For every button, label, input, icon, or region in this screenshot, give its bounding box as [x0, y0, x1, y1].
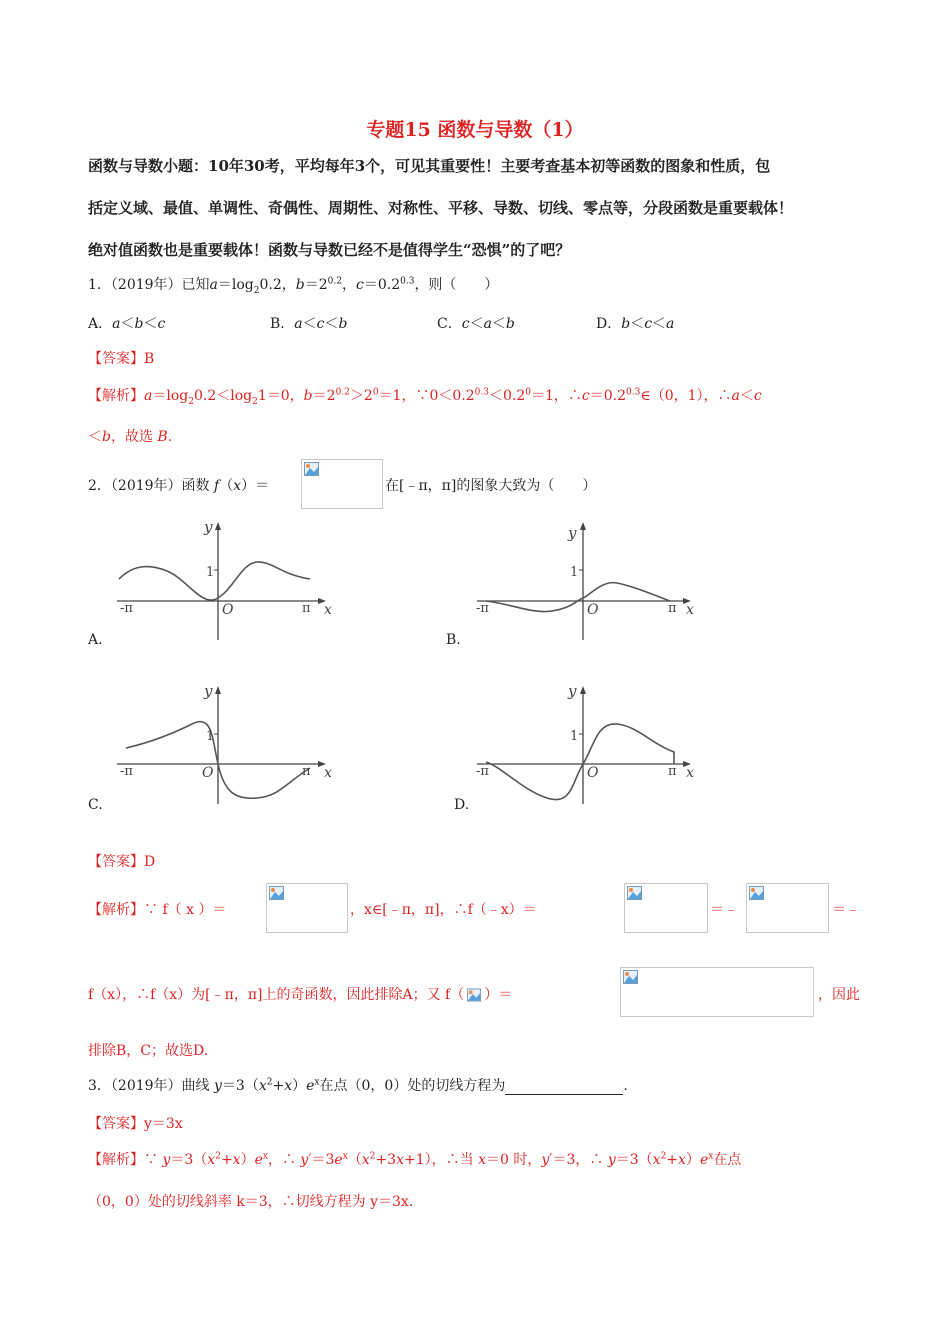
intro-line-2: 括定义域、最值、单调性、奇偶性、周期性、对称性、平移、导数、切线、零点等，分段函数是重要载体！	[88, 199, 794, 217]
graph-d-tick-neg-pi: -π	[476, 764, 489, 779]
q1-analysis-line-1: 【解析】$a=\log_20.2<\log_21=0$，$b=2^{0.2}>2^0=1$，$\because 0<0.2^{0.3}<0.2^0=1$，$\therefore c=0.2^{0.3}\in(0$，1），∴a＜c	[88, 387, 762, 407]
graph-option-a[interactable]	[112, 518, 342, 643]
graph-d-origin: O	[587, 765, 599, 781]
q2-analysis-part-6: ，因此	[818, 987, 860, 1003]
graph-option-c[interactable]	[112, 682, 342, 807]
q2-analysis-part-3: ＝﹣	[710, 902, 738, 918]
graph-label-d: D.	[454, 797, 470, 813]
formula-image-placeholder	[624, 883, 708, 933]
graph-label-b: B.	[446, 632, 461, 648]
broken-image-icon	[627, 886, 642, 900]
q1-option-b[interactable]: B．a＜c＜b	[270, 316, 348, 332]
graph-b-origin: O	[587, 602, 599, 618]
q3-analysis-line-1: 【解析】∵ $y=3(x^2+x)e^x$，∴ $y'=3e^x(x^2+3x+1)$，∴当 x＝0 时，y′＝3，∴ $y=3(x^2+x)e^x$在点	[88, 1151, 742, 1168]
q1-option-a[interactable]: A．a＜b＜c	[88, 316, 166, 332]
q1-option-c[interactable]: C．c＜a＜b	[437, 316, 515, 332]
broken-image-icon	[467, 988, 481, 1002]
q2-analysis-part-1: 【解析】∵ f（ x ）＝	[88, 902, 227, 918]
graph-c-tick-pi: π	[302, 764, 311, 779]
q2-analysis-part-4: ＝﹣	[832, 902, 860, 918]
answer-blank[interactable]	[505, 1080, 623, 1095]
q3-answer: 【答案】y＝3x	[88, 1116, 183, 1132]
graph-c-tick-one: 1	[206, 729, 215, 744]
graph-d-tick-one: 1	[570, 729, 579, 744]
graph-c-x-label: x	[324, 765, 332, 781]
graph-label-a: A.	[88, 632, 103, 648]
formula-image-placeholder	[620, 967, 814, 1017]
q2-analysis-part-7: 排除B，C；故选D.	[88, 1043, 209, 1059]
formula-image-placeholder	[746, 883, 829, 933]
graph-option-d[interactable]	[472, 682, 702, 807]
graph-b-tick-pi: π	[668, 601, 677, 616]
broken-image-icon	[749, 886, 764, 900]
formula-image-placeholder	[266, 883, 348, 933]
question-1-stem: 1．（2019年）已知$a=\log_20.2$，$b=2^{0.2}$，$c=0.2^{0.3}$，则（ ）	[88, 276, 499, 296]
q2-analysis-part-5: f（x），∴f（x）为[﹣π，π]上的奇函数，因此排除A；又 f（ ）＝	[88, 987, 513, 1003]
q3-analysis-line-2: （0，0）处的切线斜率 k＝3，∴切线方程为 y＝3x.	[88, 1194, 414, 1210]
graph-a-tick-neg-pi: -π	[120, 601, 133, 616]
question-2-stem-suffix: 在[﹣π，π]的图象大致为（ ）	[385, 478, 597, 494]
graph-d-x-label: x	[686, 765, 694, 781]
graph-d-y-label: y	[568, 682, 577, 700]
graph-label-c: C.	[88, 797, 103, 813]
graph-b-tick-one: 1	[570, 565, 579, 580]
page-title: 专题15 函数与导数（1）	[366, 119, 584, 141]
graph-a-origin: O	[222, 602, 234, 618]
graph-c-y-label: y	[204, 682, 213, 700]
q2-analysis-part-2: ，x∈[﹣π，π]，∴f（﹣x）＝	[350, 902, 537, 918]
question-2-stem-prefix: 2．（2019年）函数 f（x）＝	[88, 478, 270, 494]
graph-b-x-label: x	[686, 602, 694, 618]
graph-c-tick-neg-pi: -π	[120, 764, 133, 779]
graph-a-tick-pi: π	[302, 601, 311, 616]
q2-answer: 【答案】D	[88, 854, 156, 870]
formula-image-placeholder	[301, 459, 383, 509]
q1-option-d[interactable]: D．b＜c＜a	[596, 316, 675, 332]
q1-answer: 【答案】B	[88, 351, 155, 367]
graph-option-b[interactable]	[472, 518, 702, 643]
graph-b-y-label: y	[568, 524, 577, 542]
graph-a-tick-one: 1	[206, 565, 215, 580]
intro-line-3: 绝对值函数也是重要载体！函数与导数已经不是值得学生“恐惧”的了吧？	[88, 241, 571, 259]
graph-d-tick-pi: π	[668, 764, 677, 779]
question-3-stem: 3．（2019年）曲线 $y=3(x^2+x)e^x$在点（0，0）处的切线方程为 .	[88, 1077, 628, 1094]
graph-a-x-label: x	[324, 602, 332, 618]
graph-a-y-label: y	[204, 518, 213, 536]
graph-b-tick-neg-pi: -π	[476, 601, 489, 616]
broken-image-icon	[269, 886, 284, 900]
intro-line-1: 函数与导数小题：10年30考，平均每年3个，可见其重要性！主要考查基本初等函数的图象和性质，包	[88, 157, 771, 175]
broken-image-icon	[623, 970, 638, 984]
graph-c-origin: O	[202, 765, 214, 781]
q1-analysis-line-2: ＜b，故选 B.	[88, 429, 173, 445]
broken-image-icon	[304, 462, 319, 476]
